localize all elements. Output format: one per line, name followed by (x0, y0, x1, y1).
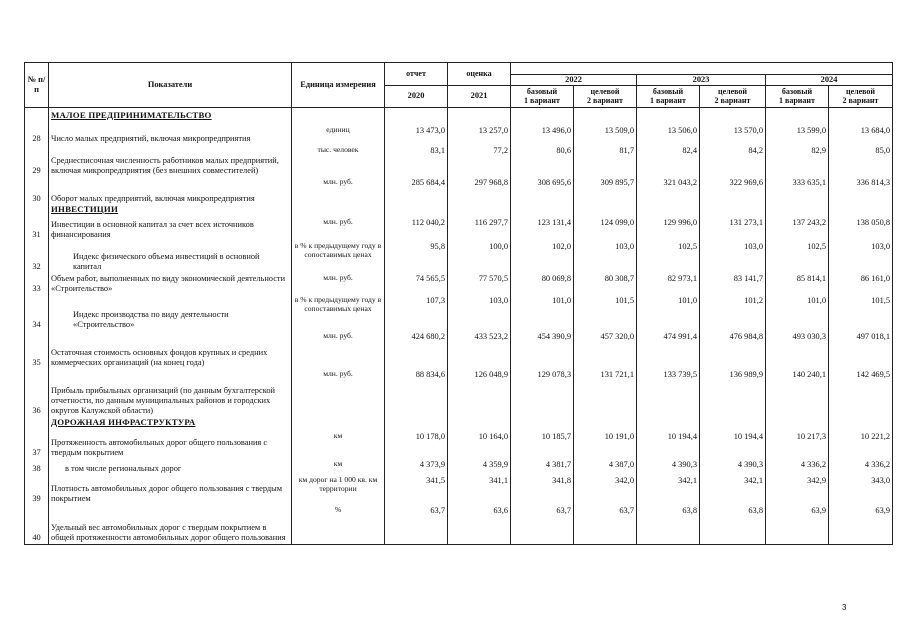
value-cell: 341,5 (385, 474, 448, 504)
table-row (25, 294, 893, 330)
table-row (25, 458, 893, 474)
value-cell: 13 599,0 (766, 124, 829, 144)
value-cell: 13 257,0 (448, 124, 511, 144)
section-title-roads: ДОРОЖНАЯ ИНФРАСТРУКТУРА (49, 416, 292, 430)
value-cell: 86 161,0 (829, 272, 893, 294)
table-header (25, 63, 893, 108)
value-cell: 63,8 (637, 504, 700, 544)
value-cell: 424 680,2 (385, 330, 448, 368)
value-cell: 457 320,0 (574, 330, 637, 368)
unit-cell: в % к предыдущему году в сопоставимых ценах (292, 294, 385, 330)
header-2022-target: целевой 2 вариант (574, 85, 637, 107)
value-cell: 4 387,0 (574, 458, 637, 474)
value-cell: 333 635,1 (766, 176, 829, 204)
header-2023-target: целевой 2 вариант (700, 85, 766, 107)
value-cell: 84,2 (700, 144, 766, 176)
indicator-name: в том числе региональных дорог (49, 458, 292, 474)
table-row (25, 216, 893, 240)
value-cell: 321 043,2 (637, 176, 700, 204)
unit-cell: км дорог на 1 000 кв. км территории (292, 474, 385, 504)
indicator-name: Число малых предприятий, включая микропредприятия (49, 124, 292, 144)
value-cell: 74 565,5 (385, 272, 448, 294)
value-cell: 124 099,0 (574, 216, 637, 240)
value-cell: 101,0 (766, 294, 829, 330)
unit-cell: млн. руб. (292, 330, 385, 368)
value-cell: 308 695,6 (511, 176, 574, 204)
header-estimate: оценка (448, 63, 511, 86)
value-cell: 100,0 (448, 240, 511, 272)
unit-cell: млн. руб. (292, 368, 385, 416)
section-row (25, 416, 893, 430)
row-number: 39 (25, 474, 49, 504)
row-number: 28 (25, 124, 49, 144)
value-cell: 101,2 (700, 294, 766, 330)
row-number: 31 (25, 216, 49, 240)
value-cell: 309 895,7 (574, 176, 637, 204)
table-row (25, 474, 893, 504)
value-cell: 13 473,0 (385, 124, 448, 144)
value-cell: 63,8 (700, 504, 766, 544)
value-cell: 103,0 (700, 240, 766, 272)
row-number: 29 (25, 144, 49, 176)
value-cell: 322 969,6 (700, 176, 766, 204)
value-cell: 454 390,9 (511, 330, 574, 368)
value-cell: 107,3 (385, 294, 448, 330)
indicator-name: Протяженность автомобильных дорог общего пользования с твердым покрытием (49, 430, 292, 458)
indicators-table-sheet (24, 62, 892, 545)
value-cell: 63,9 (829, 504, 893, 544)
value-cell: 10 191,0 (574, 430, 637, 458)
value-cell: 4 359,9 (448, 458, 511, 474)
value-cell: 101,0 (511, 294, 574, 330)
value-cell: 336 814,3 (829, 176, 893, 204)
indicators-table (24, 62, 893, 545)
value-cell: 102,5 (637, 240, 700, 272)
value-cell: 342,1 (637, 474, 700, 504)
value-cell: 81,7 (574, 144, 637, 176)
value-cell: 4 381,7 (511, 458, 574, 474)
row-number: 32 (25, 240, 49, 272)
row-number: 33 (25, 272, 49, 294)
value-cell: 10 178,0 (385, 430, 448, 458)
value-cell: 102,0 (511, 240, 574, 272)
value-cell: 13 684,0 (829, 124, 893, 144)
value-cell: 63,9 (766, 504, 829, 544)
header-year-2022: 2022 (511, 75, 637, 86)
value-cell: 101,5 (574, 294, 637, 330)
value-cell: 82,4 (637, 144, 700, 176)
unit-cell: в % к предыдущему году в сопоставимых ценах (292, 240, 385, 272)
value-cell: 123 131,4 (511, 216, 574, 240)
value-cell: 13 509,0 (574, 124, 637, 144)
value-cell: 63,7 (574, 504, 637, 544)
value-cell: 88 834,6 (385, 368, 448, 416)
value-cell: 342,9 (766, 474, 829, 504)
table-row (25, 240, 893, 272)
table-body (25, 107, 893, 544)
value-cell: 341,8 (511, 474, 574, 504)
value-cell: 13 506,0 (637, 124, 700, 144)
unit-cell: % (292, 504, 385, 544)
value-cell: 493 030,3 (766, 330, 829, 368)
row-number: 34 (25, 294, 49, 330)
value-cell: 285 684,4 (385, 176, 448, 204)
section-title-small-business: МАЛОЕ ПРЕДПРИНИМАТЕЛЬСТВО (49, 107, 292, 124)
value-cell: 77,2 (448, 144, 511, 176)
value-cell: 101,0 (637, 294, 700, 330)
section-title-investment: ИНВЕСТИЦИИ (49, 204, 292, 216)
row-number: 30 (25, 176, 49, 204)
value-cell: 342,1 (700, 474, 766, 504)
value-cell: 131 273,1 (700, 216, 766, 240)
value-cell: 10 221,2 (829, 430, 893, 458)
unit-cell: единиц (292, 124, 385, 144)
indicator-name: Прибыль прибыльных организаций (по данным бухгалтерской отчетности, по данным муниципальных районов и городских округов Калужской области) (49, 368, 292, 416)
unit-cell: км (292, 430, 385, 458)
value-cell: 102,5 (766, 240, 829, 272)
header-forecast-blank (511, 63, 893, 75)
value-cell: 82,9 (766, 144, 829, 176)
value-cell: 85,0 (829, 144, 893, 176)
row-number: 38 (25, 458, 49, 474)
unit-cell: км (292, 458, 385, 474)
value-cell: 80 308,7 (574, 272, 637, 294)
table-row (25, 144, 893, 176)
header-unit: Единица измерения (292, 63, 385, 108)
header-2022-base: базовый 1 вариант (511, 85, 574, 107)
value-cell: 129 996,0 (637, 216, 700, 240)
value-cell: 10 217,3 (766, 430, 829, 458)
unit-cell: млн. руб. (292, 176, 385, 204)
value-cell: 63,7 (511, 504, 574, 544)
value-cell: 129 078,3 (511, 368, 574, 416)
unit-cell: млн. руб. (292, 272, 385, 294)
value-cell: 142 469,5 (829, 368, 893, 416)
value-cell: 343,0 (829, 474, 893, 504)
table-row (25, 368, 893, 416)
value-cell: 63,7 (385, 504, 448, 544)
value-cell: 474 991,4 (637, 330, 700, 368)
value-cell: 10 185,7 (511, 430, 574, 458)
indicator-name: Индекс производства по виду деятельности «Строительство» (49, 294, 292, 330)
header-2020: 2020 (385, 85, 448, 107)
value-cell: 80,6 (511, 144, 574, 176)
value-cell: 4 390,3 (700, 458, 766, 474)
header-year-2023: 2023 (637, 75, 766, 86)
value-cell: 133 739,5 (637, 368, 700, 416)
value-cell: 10 194,4 (700, 430, 766, 458)
header-year-2024: 2024 (766, 75, 893, 86)
value-cell: 126 048,9 (448, 368, 511, 416)
row-number: 35 (25, 330, 49, 368)
value-cell: 10 164,0 (448, 430, 511, 458)
value-cell: 497 018,1 (829, 330, 893, 368)
value-cell: 80 069,8 (511, 272, 574, 294)
table-row (25, 176, 893, 204)
row-number: 37 (25, 430, 49, 458)
value-cell: 4 336,2 (829, 458, 893, 474)
value-cell: 476 984,8 (700, 330, 766, 368)
section-row (25, 204, 893, 216)
indicator-name: Объем работ, выполненных по виду экономической деятельности «Строительство» (49, 272, 292, 294)
value-cell: 13 570,0 (700, 124, 766, 144)
value-cell: 10 194,4 (637, 430, 700, 458)
value-cell: 140 240,1 (766, 368, 829, 416)
table-row (25, 430, 893, 458)
value-cell: 342,0 (574, 474, 637, 504)
section-row (25, 107, 893, 124)
table-row (25, 124, 893, 144)
table-row (25, 330, 893, 368)
indicator-name: Оборот малых предприятий, включая микропредприятия (49, 176, 292, 204)
header-2023-base: базовый 1 вариант (637, 85, 700, 107)
indicator-name: Удельный вес автомобильных дорог с твердым покрытием в общей протяженности автомобильных дорог общего пользования (49, 504, 292, 544)
header-indicator: Показатели (49, 63, 292, 108)
indicator-name: Плотность автомобильных дорог общего пользования с твердым покрытием (49, 474, 292, 504)
value-cell: 131 721,1 (574, 368, 637, 416)
value-cell: 341,1 (448, 474, 511, 504)
value-cell: 103,0 (574, 240, 637, 272)
value-cell: 103,0 (448, 294, 511, 330)
value-cell: 83,1 (385, 144, 448, 176)
value-cell: 82 973,1 (637, 272, 700, 294)
value-cell: 4 373,9 (385, 458, 448, 474)
value-cell: 136 989,9 (700, 368, 766, 416)
indicator-name: Индекс физического объема инвестиций в основной капитал (49, 240, 292, 272)
header-2024-base: базовый 1 вариант (766, 85, 829, 107)
value-cell: 297 968,8 (448, 176, 511, 204)
value-cell: 4 390,3 (637, 458, 700, 474)
header-2021: 2021 (448, 85, 511, 107)
value-cell: 433 523,2 (448, 330, 511, 368)
indicator-name: Инвестиции в основной капитал за счет всех источников финансирования (49, 216, 292, 240)
value-cell: 112 040,2 (385, 216, 448, 240)
unit-cell: млн. руб. (292, 216, 385, 240)
value-cell: 13 496,0 (511, 124, 574, 144)
value-cell: 116 297,7 (448, 216, 511, 240)
row-number: 40 (25, 504, 49, 544)
table-row (25, 504, 893, 544)
value-cell: 101,5 (829, 294, 893, 330)
header-report: отчет (385, 63, 448, 86)
value-cell: 4 336,2 (766, 458, 829, 474)
indicator-name: Остаточная стоимость основных фондов крупных и средних коммерческих организаций (на конец года) (49, 330, 292, 368)
indicator-name: Среднесписочная численность работников малых предприятий, включая микропредприятия (без внешних совместителей) (49, 144, 292, 176)
value-cell: 95,8 (385, 240, 448, 272)
header-2024-target: целевой 2 вариант (829, 85, 893, 107)
value-cell: 138 050,8 (829, 216, 893, 240)
unit-cell: тыс. человек (292, 144, 385, 176)
value-cell: 77 570,5 (448, 272, 511, 294)
value-cell: 103,0 (829, 240, 893, 272)
table-row (25, 272, 893, 294)
value-cell: 83 141,7 (700, 272, 766, 294)
row-number: 36 (25, 368, 49, 416)
value-cell: 63,6 (448, 504, 511, 544)
page-number: 3 (842, 603, 847, 612)
header-num: № п/п (25, 63, 49, 108)
value-cell: 85 814,1 (766, 272, 829, 294)
value-cell: 137 243,2 (766, 216, 829, 240)
